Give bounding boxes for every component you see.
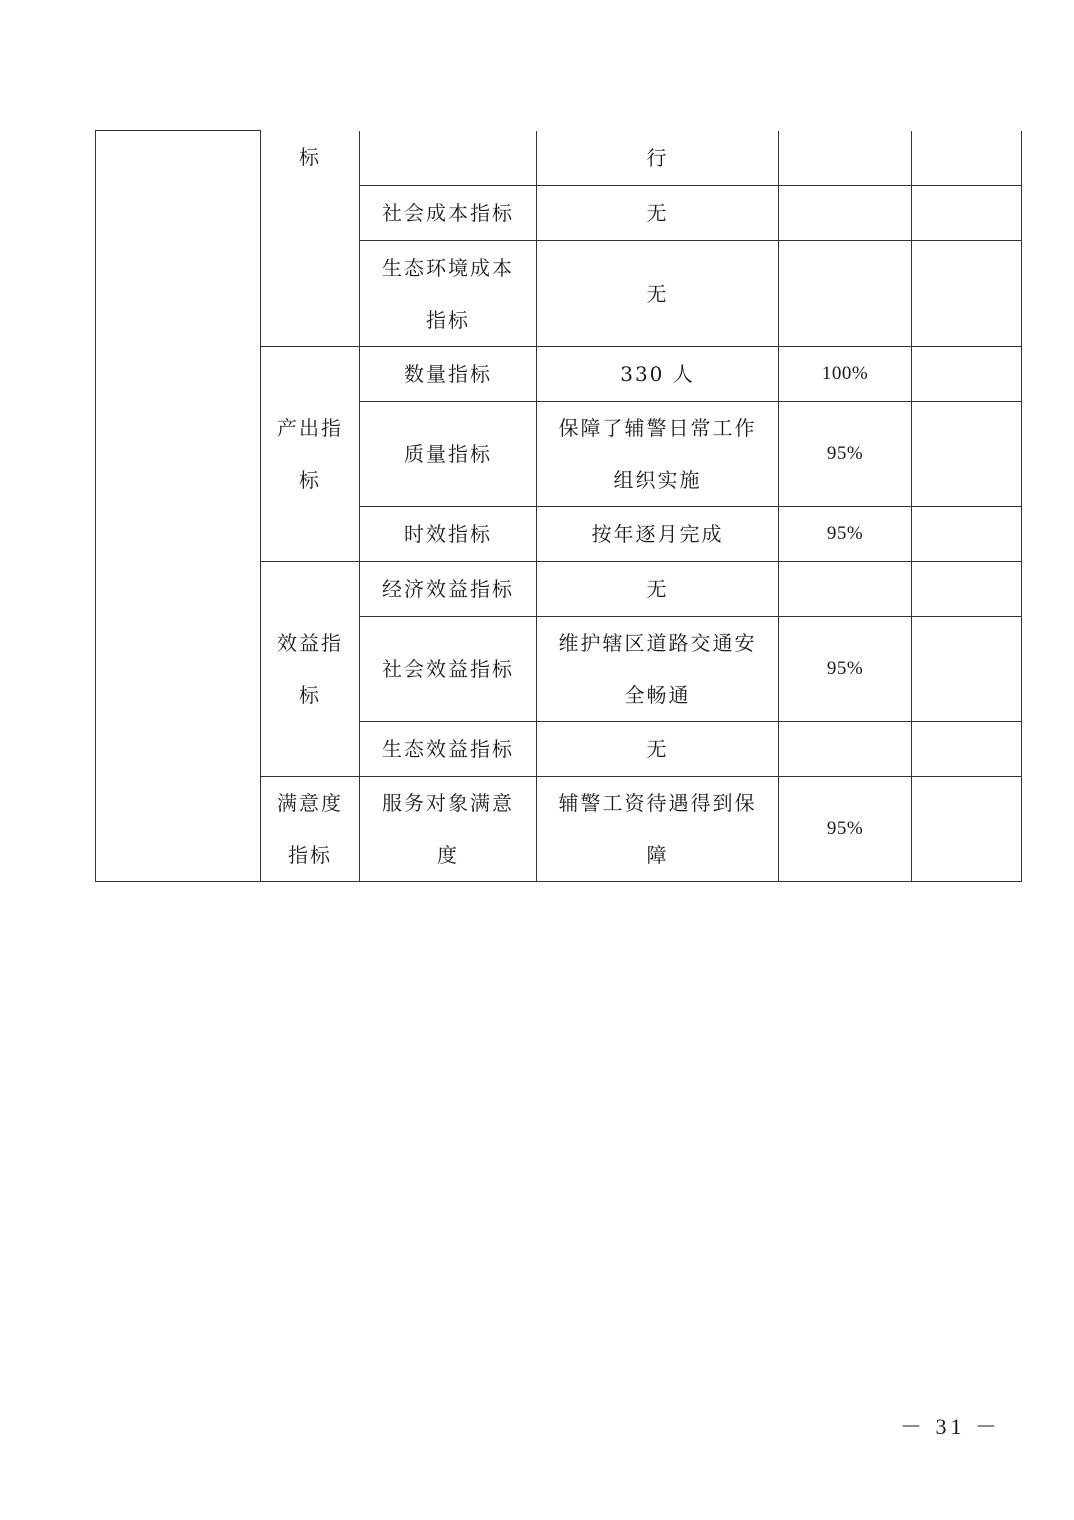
level3-cell: 质量指标 (360, 402, 537, 507)
remark-cell (912, 131, 1022, 186)
content-cell: 按年逐月完成 (537, 507, 779, 562)
level3-cell: 数量指标 (360, 347, 537, 402)
level2-cell: 标 (261, 131, 360, 347)
content-cell: 无 (537, 241, 779, 347)
content-cell: 保障了辅警日常工作组织实施 (537, 402, 779, 507)
content-cell: 行 (537, 131, 779, 186)
level3-cell: 社会效益指标 (360, 617, 537, 722)
remark-cell (912, 186, 1022, 241)
value-cell (779, 131, 912, 186)
level3-cell (360, 131, 537, 186)
performance-indicator-table (95, 130, 1022, 882)
level3-cell: 时效指标 (360, 507, 537, 562)
remark-cell (912, 507, 1022, 562)
level1-cell (96, 131, 261, 882)
remark-cell (912, 722, 1022, 777)
value-cell (779, 186, 912, 241)
remark-cell (912, 241, 1022, 347)
value-cell: 95% (779, 617, 912, 722)
level3-cell: 社会成本指标 (360, 186, 537, 241)
value-cell (779, 241, 912, 347)
value-cell (779, 722, 912, 777)
level3-cell: 服务对象满意度 (360, 777, 537, 882)
table-row (96, 131, 1022, 186)
content-cell: 无 (537, 562, 779, 617)
remark-cell (912, 777, 1022, 882)
remark-cell (912, 617, 1022, 722)
remark-cell (912, 562, 1022, 617)
level2-cell: 满意度指标 (261, 777, 360, 882)
content-cell: 无 (537, 722, 779, 777)
content-cell: 辅警工资待遇得到保障 (537, 777, 779, 882)
content-cell: 维护辖区道路交通安全畅通 (537, 617, 779, 722)
value-cell: 100% (779, 347, 912, 402)
content-cell: 330 人 (537, 347, 779, 402)
value-cell: 95% (779, 507, 912, 562)
page-number: － 31 － (900, 1414, 1002, 1439)
level3-cell: 生态效益指标 (360, 722, 537, 777)
level2-cell: 产出指标 (261, 347, 360, 562)
value-cell: 95% (779, 402, 912, 507)
value-cell (779, 562, 912, 617)
level2-cell: 效益指标 (261, 562, 360, 777)
remark-cell (912, 347, 1022, 402)
level3-cell: 生态环境成本指标 (360, 241, 537, 347)
value-cell: 95% (779, 777, 912, 882)
level3-cell: 经济效益指标 (360, 562, 537, 617)
content-cell: 无 (537, 186, 779, 241)
remark-cell (912, 402, 1022, 507)
